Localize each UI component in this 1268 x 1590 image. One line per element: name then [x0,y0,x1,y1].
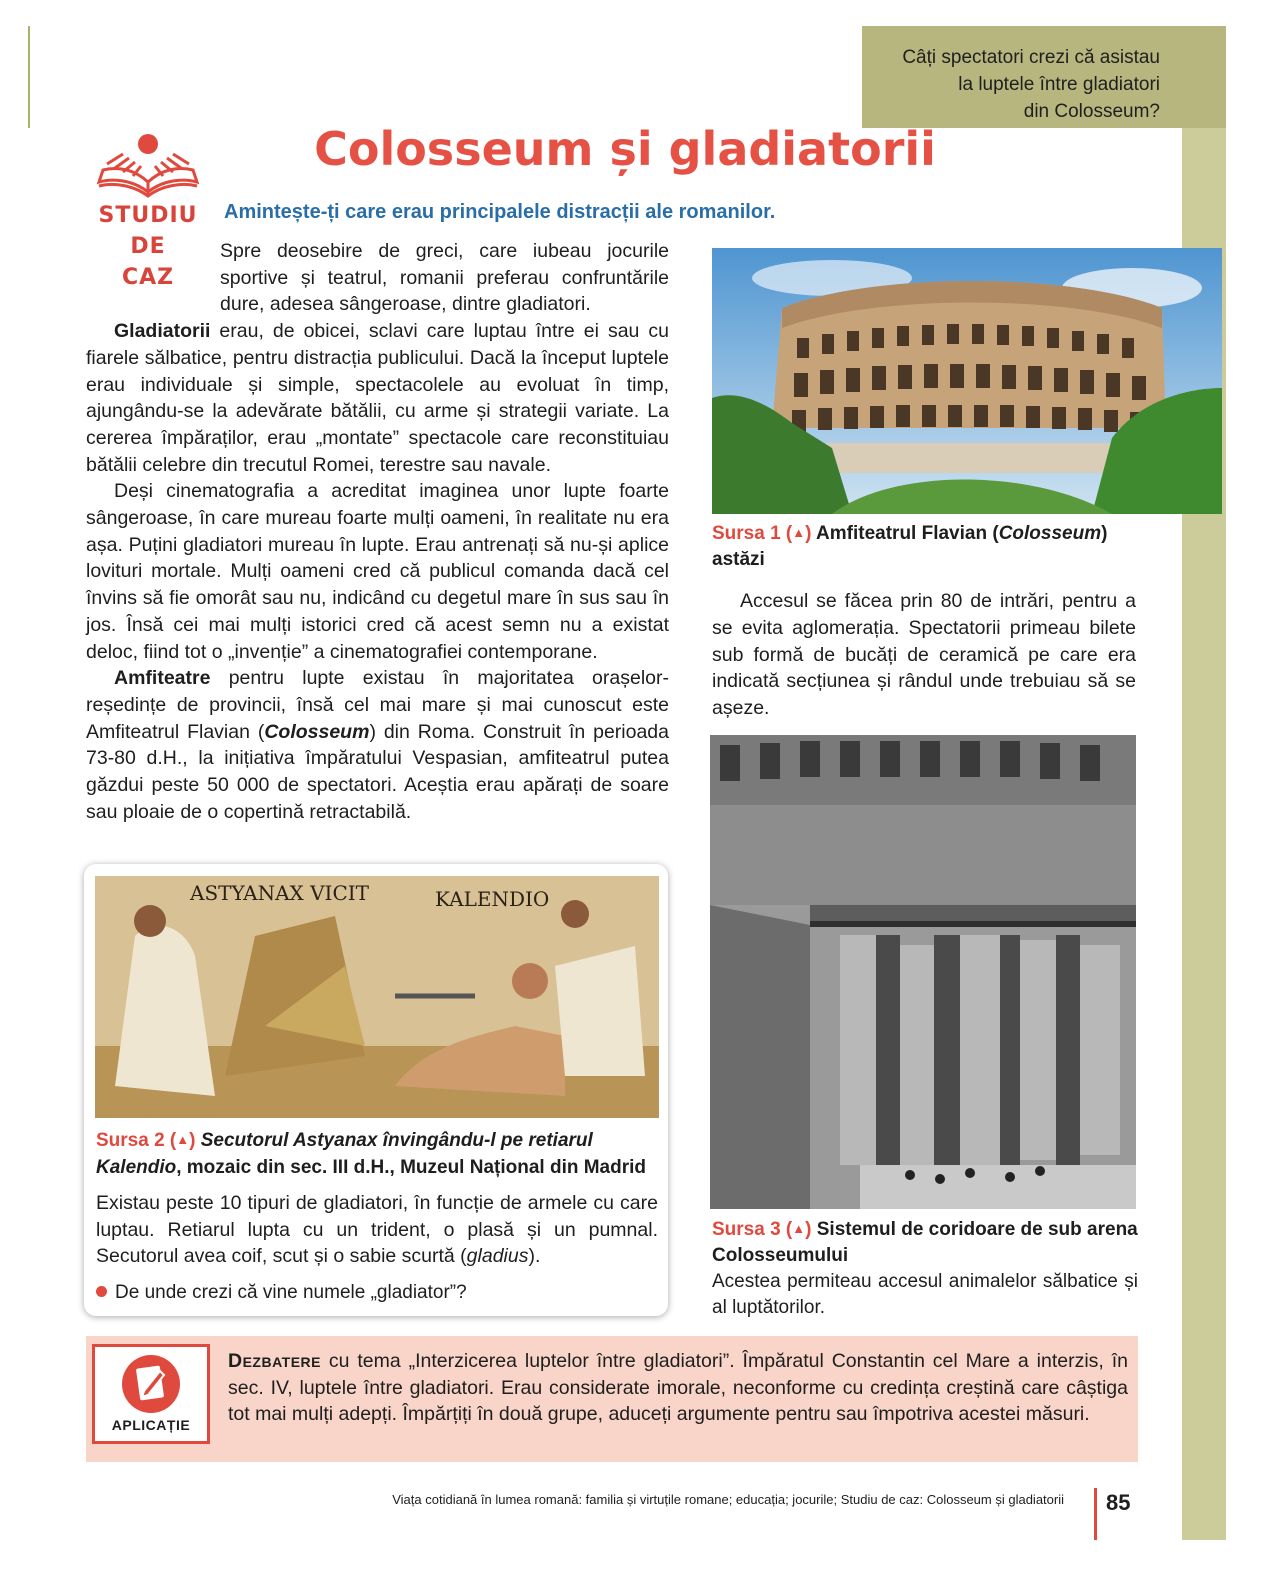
gladiator-types-text-a: Existau peste 10 tipuri de gladiatori, în funcție de armele cu care luptau. Retiarul lupta cu un trident, o plasă și un pumnal. Secutorul avea coif, scut și o sabie scurtă ( [96,1192,658,1267]
question-box [862,26,1226,128]
bullet-dot-icon [96,1286,107,1297]
source-3-caption [712,1216,1138,1321]
open-book-icon [93,130,203,200]
triangle-icon: ▲ [792,1221,806,1236]
logo-text-3: CAZ [121,265,175,290]
term-amfiteatre: Amfiteatre [114,667,211,690]
margin-line [28,26,30,128]
gladius-term: gladius [466,1245,529,1267]
application-text-body: cu tema „Interzicerea luptelor între gladiatori”. Împăratul Constantin cel Mare a interzis, în sec. IV, luptele între gladiatori. Erau considerate imorale, neconforme cu credința creștină care câștiga tot mai mulți adepți. Împărțiți în două grupe, aduceți argumente pentru sau împotriva acestei măsuri. [228,1350,1128,1425]
paragraph-3: Deși cinematografia a acreditat imaginea unor lupte foarte sângeroase, în care mureau foarte mulți oameni, în realitate nu era așa. Puțini gladiatori mureau în lupte. Erau antrenați să nu-și aplice lovituri mortale. Mulți oameni cred că publicul comanda dacă cel învins să fie omorât sau nu, indicând cu degetul mare în sus sau în jos. Însă cei mai mulți istorici cred că acest semn nu a existat deloc, fiind tot o „invenție” a cinematografiei contemporane. [86,480,669,663]
application-label: APLICAȚIE [111,1417,191,1433]
application-text [228,1348,1128,1428]
debate-keyword: Dezbatere [228,1350,321,1372]
paragraph-4 [86,665,669,825]
source-1-label: Sursa 1 ( [712,523,793,544]
page-number: 85 [1106,1490,1131,1515]
source-3-description: Acestea permiteau accesul animalelor sălbatice și al luptătorilor. [712,1271,1138,1318]
card-question-text: De unde crezi că vine numele „gladiator”? [115,1282,467,1303]
source-2-caption [96,1126,658,1181]
hypogeum-photo [710,735,1136,1209]
triangle-icon: ▲ [176,1132,190,1147]
paragraph-1: Spre deosebire de greci, care iubeau jocurile sportive și teatrul, romanii preferau confruntările dure, adesea sângeroase, dintre gladiatori. [220,240,669,316]
source-2-label-end: ) [189,1130,196,1151]
source-3-label: Sursa 3 ( [712,1219,793,1240]
paragraph-2-text: erau, de obicei, sclavi care luptau între ei sau cu fiarele sălbatice, pentru distracția publicului. Dacă la început luptele erau individuale și simple, spectacolele au evoluat în timp, ajungându-se la adevărate bătălii, cu arme și strategii variate. La cererea împăraților, erau „montate” spectacole care reconstituiau bătălii celebre din trecutul Romei, terestre sau navale. [86,320,669,476]
question-line-3: din Colosseum? [1023,101,1160,122]
source-1-caption-a: Amfiteatrul Flavian ( [811,523,999,544]
source-1-label-end: ) [805,523,812,544]
pen-paper-icon [120,1353,182,1415]
mosaic-image [95,876,659,1118]
access-paragraph: Accesul se făcea prin 80 de intrări, pentru a se evita aglomerația. Spectatorii primeau bilete sub formă de bucăți de ceramică pe care era indicată secțiunea și rândul unde trebuiau să se așeze. [712,590,1136,720]
source-1-caption-italic: Colosseum [998,523,1102,544]
page-subtitle: Amintește-ți care erau principalele distracții ale romanilor. [224,201,776,223]
logo-text-1: STUDIU [98,203,198,228]
gladiator-types-paragraph [96,1190,658,1270]
application-badge [92,1344,210,1444]
term-colosseum: Colosseum [264,720,370,743]
colosseum-photo [712,248,1222,514]
application-box [86,1336,1138,1462]
page-title: Colosseum și gladiatorii [314,122,936,176]
source-2-caption-italic: Secutorul Astyanax învingându-l pe retiarul Kalendio [96,1130,593,1178]
card-question [96,1282,658,1304]
triangle-icon: ▲ [792,525,806,540]
source-3-caption-text: Sistemul de coridoare de sub arena Colosseumului [712,1219,1138,1266]
mosaic-inscription-right: KALENDIO [435,887,550,911]
page-number-bar [1094,1488,1097,1540]
source-1-caption [712,520,1152,573]
main-text [86,238,669,825]
source-3-label-end: ) [805,1219,812,1240]
question-line-1: Câți spectatori crezi că asistau [902,47,1160,68]
paragraph-4-text-a: pentru lupte existau în majoritatea orașelor-reședințe de provincii, însă cel mai mare și mai cunoscut este Amfiteatrul Flavian ( [86,667,669,743]
footer-text: Viața cotidiană în lumea romană: familia și virtuțile romane; educația; jocurile; Studiu de caz: Colosseum și gladiatorii [392,1492,1064,1507]
source-2-caption-rest: , mozaic din sec. III d.H., Muzeul Național din Madrid [176,1157,647,1178]
term-gladiatori: Gladiatorii [114,320,211,343]
paragraph-2 [86,318,669,478]
question-line-2: la luptele între gladiatori [958,74,1160,95]
paragraph-4-text-b: ) din Roma. Construit în perioada 73-80 d.H., la inițiativa împăratului Vespasian, amfiteatrul putea găzdui peste 50 000 de spectatori. Aceștia erau apărați de soare sau ploaie de o copertină retractabilă. [86,720,669,823]
gladiator-types-text-b: ). [528,1245,541,1267]
source-1-caption-b: ) astăzi [712,523,1108,570]
mosaic-inscription-left: ASTYANAX VICIT [190,881,370,905]
source-2-label: Sursa 2 ( [96,1130,177,1151]
logo-text-2: DE [130,234,166,259]
mosaic-card [84,864,668,1316]
